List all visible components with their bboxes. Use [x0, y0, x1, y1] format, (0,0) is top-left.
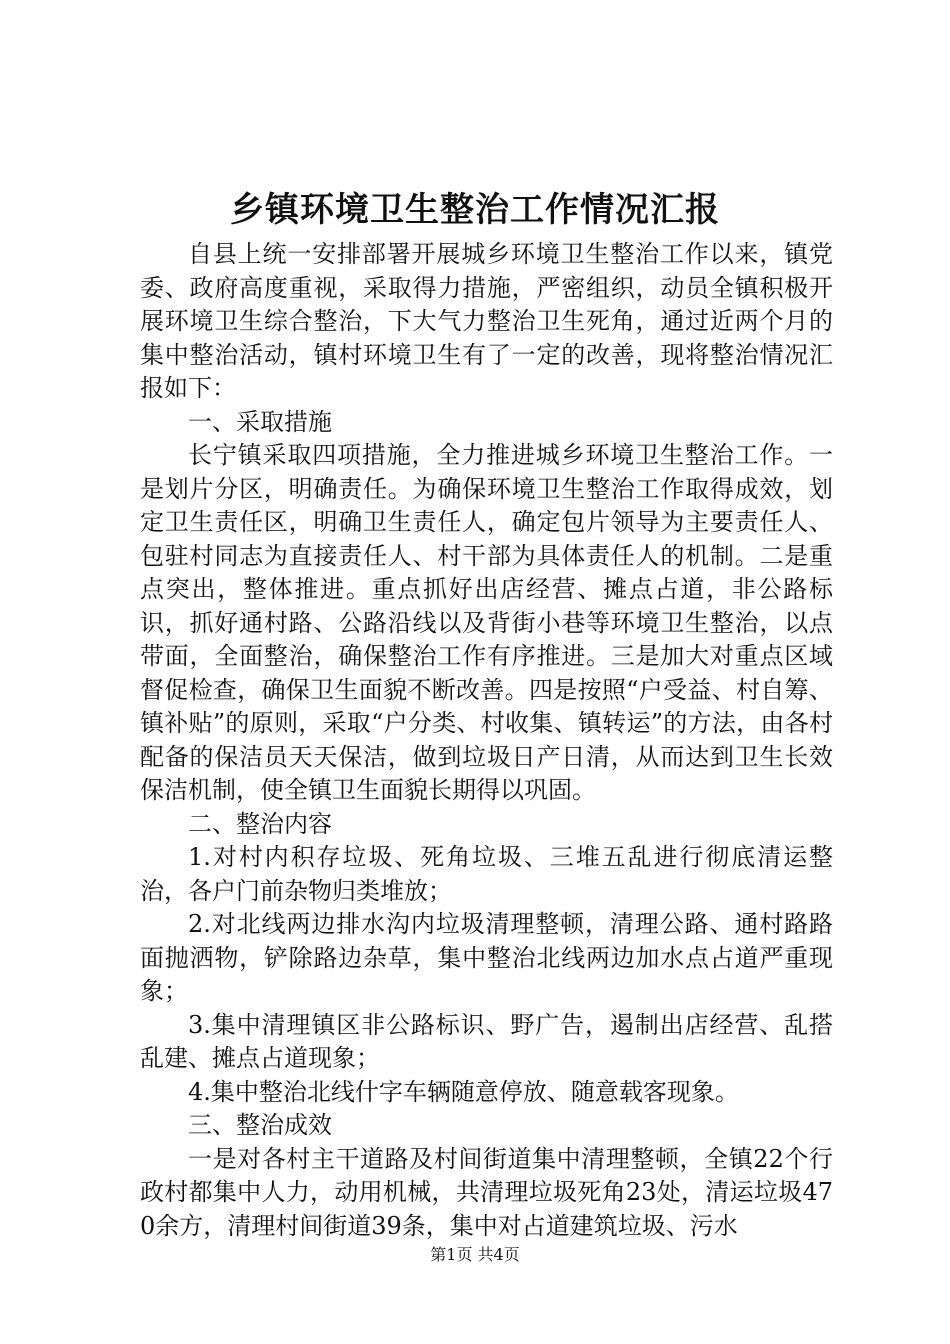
- content-item-2: 2.对北线两边排水沟内垃圾清理整顿，清理公路、通村路路面抛洒物，铲除路边杂草，集中整治北线两边加水点占道严重现象；: [140, 910, 833, 1005]
- content-item-4: 4.集中整治北线什字车辆随意停放、随意载客现象。: [188, 1077, 739, 1106]
- content-item-3: 3.集中清理镇区非公路标识、野广告，遏制出店经营、乱搭乱建、摊点占道现象；: [140, 1010, 833, 1072]
- measures-paragraph: 长宁镇采取四项措施，全力推进城乡环境卫生整治工作。一是划片分区，明确责任。为确保环境卫生整治工作取得成效，划定卫生责任区，明确卫生责任人，确定包片领导为主要责任人、包驻村同志为直接责任人、村干部为具体责任人的机制。二是重点突出，整体推进。重点抓好出店经营、摊点占道，非公路标识，抓好通村路、公路沿线以及背街小巷等环境卫生整治，以点带面，全面整治，确保整治工作有序推进。三是加大对重点区域督促检查，确保卫生面貌不断改善。四是按照“户受益、村自筹、镇补贴”的原则，采取“户分类、村收集、镇转运”的方法，由各村配备的保洁员天天保洁，做到垃圾日产日清，从而达到卫生长效保洁机制，使全镇卫生面貌长期得以巩固。: [140, 441, 833, 804]
- results-paragraph: 一是对各村主干道路及村间街道集中清理整顿，全镇22个行政村都集中人力，动用机械，共清理垃圾死角23处，清运垃圾470余方，清理村间街道39条，集中对占道建筑垃圾、污水: [140, 1144, 833, 1240]
- section-heading-results: 三、整治成效: [188, 1111, 332, 1139]
- document-title: 乡镇环境卫生整治工作情况汇报: [230, 190, 720, 230]
- document-body: [140, 238, 833, 1243]
- content-item-1: 1.对村内积存垃圾、死角垃圾、三堆五乱进行彻底清运整治，各户门前杂物归类堆放；: [140, 843, 833, 905]
- page-number-footer: 第1页 共4页: [430, 1245, 520, 1264]
- section-heading-content: 二、整治内容: [188, 809, 332, 838]
- section-heading-measures: 一、采取措施: [188, 407, 332, 436]
- intro-paragraph: 自县上统一安排部署开展城乡环境卫生整治工作以来，镇党委、政府高度重视，采取得力措施，严密组织，动员全镇积极开展环境卫生综合整治，下大气力整治卫生死角，通过近两个月的集中整治活动，镇村环境卫生有了一定的改善，现将整治情况汇报如下：: [140, 240, 833, 402]
